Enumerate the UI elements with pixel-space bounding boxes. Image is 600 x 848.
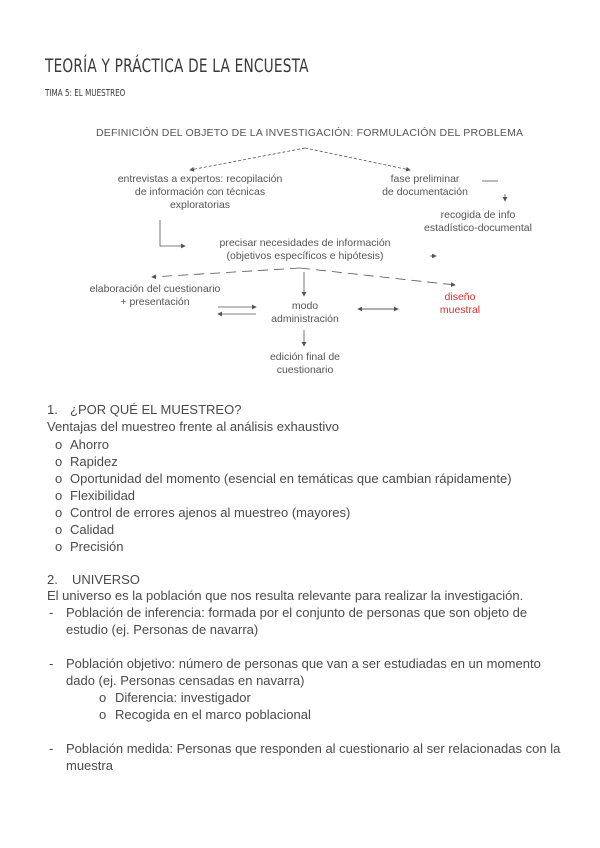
diagram-diseno-line2: muestral <box>439 304 481 316</box>
diagram-right-line2: de documentación <box>382 186 468 198</box>
bullet-icon: o <box>55 539 63 554</box>
dash-icon: - <box>49 741 54 756</box>
diagram-rightdoc-line2: estadístico-documental <box>424 222 532 234</box>
page-subtitle: TIMA 5: EL MUESTREO <box>45 88 126 99</box>
inference-line2: estudio (ej. Personas de navarra) <box>66 622 259 637</box>
list-item-flexibilidad: Flexibilidad <box>70 488 136 503</box>
target-sub-diferencia: Diferencia: investigador <box>115 690 251 705</box>
diagram-top-node: DEFINICIÓN DEL OBJETO DE LA INVESTIGACIÓN: FORMULACIÓN DEL PROBLEMA <box>96 127 524 139</box>
diagram-elab-line1: elaboración del cuestionario <box>89 283 221 295</box>
arrow-need-left <box>152 268 300 277</box>
target-sub-recogida: Recogida en el marco poblacional <box>115 707 311 722</box>
diagram-edicion-line1: edición final de <box>269 351 341 363</box>
diagram-need-line2: (objetivos específicos e hipótesis) <box>226 250 384 262</box>
diagram-arrows <box>0 0 600 400</box>
diagram-right-line1: fase preliminar <box>390 173 460 185</box>
diagram-left-line2: de información con técnicas <box>134 186 266 198</box>
list-item-oportunidad: Oportunidad del momento (esencial en temáticas que cambian rápidamente) <box>70 471 512 486</box>
dash-icon: - <box>49 656 54 671</box>
inference-line1: Población de inferencia: formada por el conjunto de personas que son objeto de <box>66 605 528 620</box>
list-item-control: Control de errores ajenos al muestreo (mayores) <box>70 505 351 520</box>
target-line1: Población objetivo: número de personas que van a ser estudiadas en un momento <box>66 656 541 671</box>
arrow-top-left <box>190 148 305 170</box>
diagram-elab-line2: + presentación <box>120 296 190 308</box>
bullet-icon: o <box>55 471 63 486</box>
bullet-icon: o <box>55 522 63 537</box>
diagram-diseno-line1: diseño <box>444 291 476 303</box>
diagram-modo-line1: modo <box>291 300 319 312</box>
measured-line2: muestra <box>66 758 113 773</box>
arrow-need-right-long <box>300 268 455 285</box>
bullet-icon: o <box>99 690 107 705</box>
arrow-left-to-need <box>160 220 185 246</box>
diagram-left-line1: entrevistas a expertos: recopilación <box>117 173 283 185</box>
bullet-icon: o <box>99 707 107 722</box>
section2-intro: El universo es la población que nos resulta relevante para realizar la investigación. <box>47 588 524 603</box>
diagram-need-line1: precisar necesidades de información <box>219 237 391 249</box>
section1-heading: ¿POR QUÉ EL MUESTREO? <box>70 402 242 417</box>
section1-number: 1. <box>47 402 58 417</box>
target-line2: dado (ej. Personas censadas en navarra) <box>66 673 305 688</box>
diagram-rightdoc-line1: recogida de info <box>440 209 516 221</box>
page-title: TEORÍA Y PRÁCTICA DE LA ENCUESTA <box>45 55 309 77</box>
measured-line1: Población medida: Personas que responden al cuestionario al ser relacionadas con la <box>66 741 561 756</box>
list-item-precision: Precisión <box>70 539 124 554</box>
dash-icon: - <box>49 605 54 620</box>
list-item-calidad: Calidad <box>70 522 115 537</box>
section1-intro: Ventajas del muestreo frente al análisis exhaustivo <box>47 419 339 434</box>
section2-number: 2. <box>47 572 58 587</box>
diagram-modo-line2: administración <box>271 313 339 325</box>
bullet-icon: o <box>55 454 63 469</box>
bullet-icon: o <box>55 437 63 452</box>
bullet-icon: o <box>55 488 63 503</box>
list-item-ahorro: Ahorro <box>70 437 110 452</box>
diagram-edicion-line2: cuestionario <box>276 364 334 376</box>
list-item-rapidez: Rapidez <box>70 454 118 469</box>
diagram-left-line3: exploratorias <box>169 199 231 211</box>
section2-heading: UNIVERSO <box>72 572 140 587</box>
arrow-top-right <box>305 148 410 170</box>
bullet-icon: o <box>55 505 63 520</box>
